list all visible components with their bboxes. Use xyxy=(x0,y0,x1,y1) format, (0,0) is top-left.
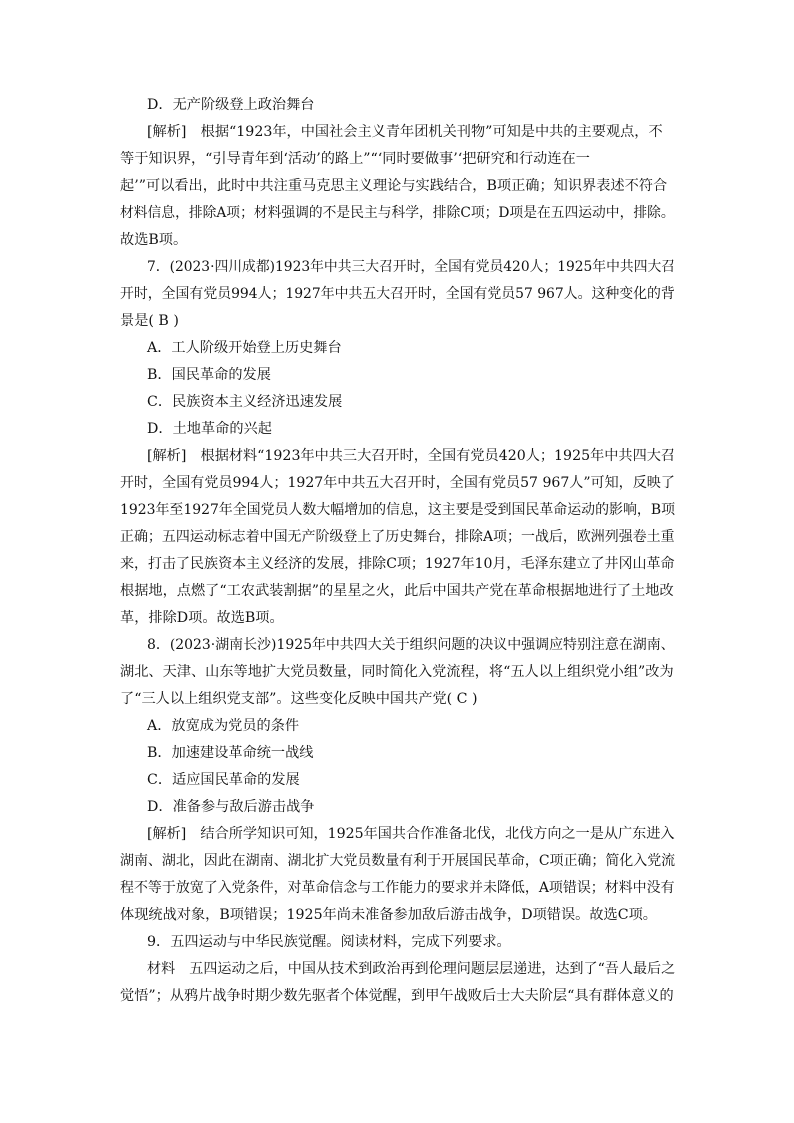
question-8-option-d: D．准备参与敌后游击战争 xyxy=(147,799,315,815)
analysis-7-line-7: 革，排除D项。故选B项。 xyxy=(120,610,284,626)
analysis-6-line-1: [解析] 根据“1923年，中国社会主义青年团机关刊物”可知是中共的主要观点，不 xyxy=(147,124,663,140)
material-line-2: 觉悟”；从鸦片战争时期少数先驱者个体觉醒，到甲午战败后士大夫阶层“具有群体意义的 xyxy=(120,988,674,1004)
analysis-8-line-2: 湖南、湖北，因此在湖南、湖北扩大党员数量有利于开展国民革命，C项正确；简化入党流 xyxy=(120,853,676,869)
question-7-line-3: 景是( B ) xyxy=(120,313,179,329)
question-7-option-c: C．民族资本主义经济迅速发展 xyxy=(147,394,343,410)
question-8-line-2: 湖北、天津、山东等地扩大党员数量，同时简化入党流程，将“五人以上组织党小组”改为 xyxy=(120,664,674,680)
analysis-7-line-4: 正确；五四运动标志着中国无产阶级登上了历史舞台，排除A项；一战后，欧洲列强卷土重 xyxy=(120,529,675,545)
analysis-7-line-3: 1923年至1927年全国党员人数大幅增加的信息，这主要是受到国民革命运动的影响，B项 xyxy=(120,502,676,518)
question-7-option-b: B．国民革命的发展 xyxy=(147,367,271,383)
analysis-8-line-1: [解析] 结合所学知识可知，1925年国共合作准备北伐，北伐方向之一是从广东进入 xyxy=(147,826,675,842)
analysis-8-line-4: 体现统战对象，B项错误；1925年尚未准备参加敌后游击战争，D项错误。故选C项。 xyxy=(120,907,657,923)
question-7-line-2: 开时，全国有党员994人；1927年中共五大召开时，全国有党员57 967人。这种变化的背 xyxy=(120,286,675,302)
analysis-7-line-5: 来，打击了民族资本主义经济的发展，排除C项；1927年10月，毛泽东建立了井冈山革命 xyxy=(120,556,675,572)
analysis-6-line-2: 等于知识界，“引导青年到‘活动’的路上”“‘同时要做事’‘把研究和行动连在一 xyxy=(120,151,590,167)
question-8-line-1: 8．(2023·湖南长沙)1925年中共四大关于组织问题的决议中强调应特别注意在湖南、 xyxy=(147,637,675,653)
question-8-option-b: B．加速建设革命统一战线 xyxy=(147,745,314,761)
material-line-1: 材料 五四运动之后，中国从技术到政治再到伦理问题层层递进，达到了“吾人最后之 xyxy=(147,961,676,977)
analysis-6-line-5: 故选B项。 xyxy=(120,232,188,248)
question-9-line-1: 9．五四运动与中华民族觉醒。阅读材料，完成下列要求。 xyxy=(147,934,511,950)
analysis-7-line-2: 开时，全国有党员994人；1927年中共五大召开时，全国有党员57 967人”可知，反映了 xyxy=(120,475,675,491)
question-8-line-3: 了“三人以上组织党支部”。这些变化反映中国共产党( C ) xyxy=(120,691,478,707)
analysis-8-line-3: 程不等于放宽了入党条件，对革命信念与工作能力的要求并未降低，A项错误；材料中没有 xyxy=(120,880,675,896)
analysis-6-line-4: 材料信息，排除A项；材料强调的不是民主与科学，排除C项；D项是在五四运动中，排除。 xyxy=(120,205,675,221)
question-8-option-a: A．放宽成为党员的条件 xyxy=(147,718,300,734)
question-7-option-d: D．土地革命的兴起 xyxy=(147,421,272,437)
analysis-6-line-3: 起’”可以看出，此时中共注重马克思主义理论与实践结合，B项正确；知识界表述不符合 xyxy=(120,178,668,194)
question-8-option-c: C．适应国民革命的发展 xyxy=(147,772,300,788)
question-7-line-1: 7．(2023·四川成都)1923年中共三大召开时，全国有党员420人；1925年中共四大召 xyxy=(147,259,676,275)
option-d-prev: D．无产阶级登上政治舞台 xyxy=(147,97,315,113)
analysis-7-line-1: [解析] 根据材料“1923年中共三大召开时，全国有党员420人；1925年中共四大召 xyxy=(147,448,676,464)
analysis-7-line-6: 根据地，点燃了“工农武装割据”的星星之火，此后中国共产党在革命根据地进行了土地改 xyxy=(120,583,674,599)
question-7-option-a: A．工人阶级开始登上历史舞台 xyxy=(147,340,342,356)
